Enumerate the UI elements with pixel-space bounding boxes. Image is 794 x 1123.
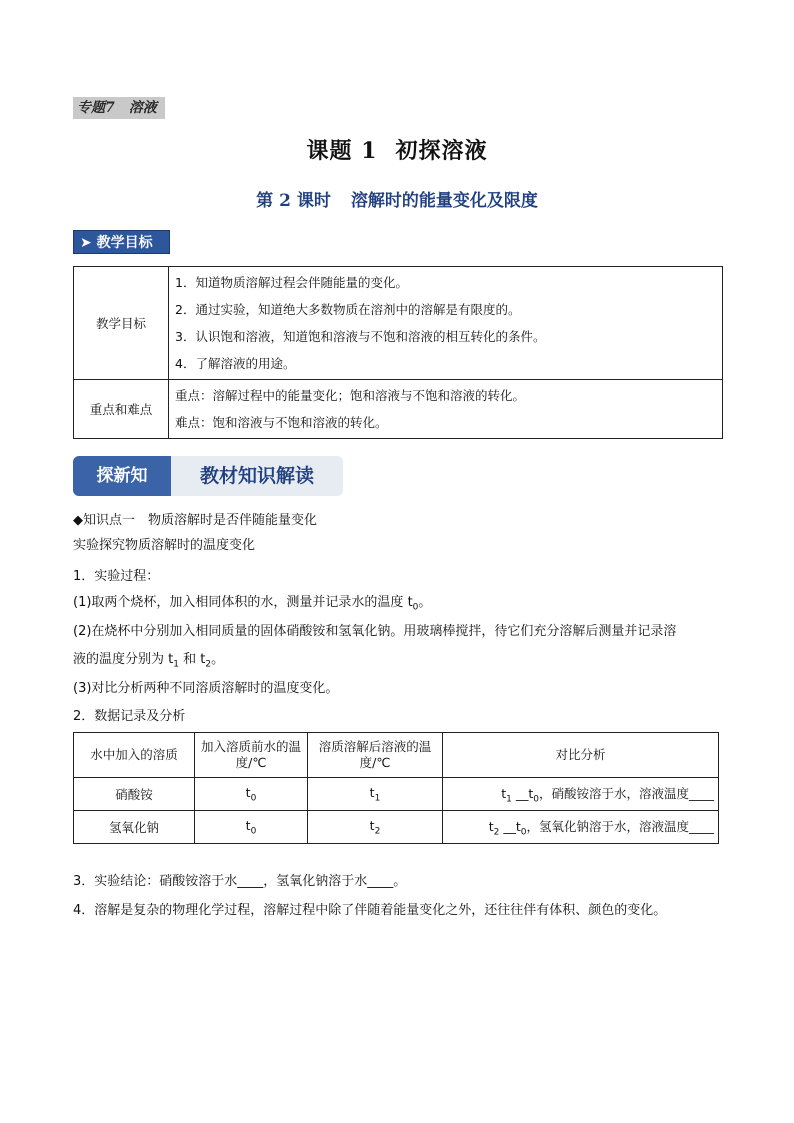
table-cell: $t_1$ (308, 778, 443, 811)
table-cell: $t_2$ (308, 811, 443, 844)
table-cell: $t_1$ $\_\_t_0$，硝酸铵溶于水，溶液温度____ (443, 778, 719, 811)
table-cell: 氢氧化钠 (74, 811, 195, 844)
topic-tag: 专题7 溶液 (73, 97, 165, 119)
step1-item-2-line2: 液的温度分别为 $t_1$ 和 $t_2$。 (73, 652, 225, 670)
list-item: 2．通过实验，知道绝大多数物质在溶剂中的溶解是有限度的。 (175, 302, 521, 317)
step1-item-3: (3)对比分析两种不同溶质溶解时的温度变化。 (73, 681, 339, 696)
step2-title: 2．数据记录及分析 (73, 709, 186, 724)
list-item: 4．了解溶液的用途。 (175, 356, 296, 371)
lesson-title (0, 134, 794, 165)
column-header: 水中加入的溶质 (74, 733, 195, 778)
list-item: 重点：溶解过程中的能量变化；饱和溶液与不饱和溶液的转化。 (175, 388, 526, 403)
goals-banner-label: 教学目标 (96, 235, 153, 251)
focus-row-items (169, 380, 723, 439)
table-row (74, 811, 719, 844)
step1-item-2-line1: (2)在烧杯中分别加入相同质量的固体硝酸铵和氢氧化钠。用玻璃棒搅拌，待它们充分溶解后测量并记录溶 (73, 624, 677, 639)
list-item: 3．认识饱和溶液，知道饱和溶液与不饱和溶液的相互转化的条件。 (175, 329, 546, 344)
goals-table (73, 266, 723, 439)
column-header: 溶质溶解后溶液的温度/℃ (308, 733, 443, 778)
table-cell: $t_2$ $\_\_t_0$，氢氧化钠溶于水，溶液温度____ (443, 811, 719, 844)
table-row (74, 267, 723, 380)
column-header: 对比分析 (443, 733, 719, 778)
period-title (0, 186, 794, 211)
conclusion-text: 3．实验结论：硝酸铵溶于水____，氢氧化钠溶于水____。 (73, 874, 407, 889)
focus-row-label: 重点和难点 (74, 380, 169, 439)
table-header-row (74, 733, 719, 778)
table-cell: $t_0$ (195, 778, 308, 811)
step1-item-1: (1)取两个烧杯，加入相同体积的水，测量并记录水的温度 $t_0$。 (73, 595, 432, 613)
explore-banner-right: 教材知识解读 (199, 465, 314, 487)
note-text: 4．溶解是复杂的物理化学过程，溶解过程中除了伴随着能量变化之外，还往往伴有体积、颜色的变化。 (73, 903, 667, 918)
knowledge-subtitle: 实验探究物质溶解时的温度变化 (73, 538, 256, 553)
list-item: 1．知道物质溶解过程会伴随能量的变化。 (175, 275, 408, 290)
period-label: 第 2 课时 (256, 191, 331, 211)
lesson-name: 初探溶液 (395, 138, 488, 164)
explore-banner-left: 探新知 (73, 456, 171, 496)
period-name: 溶解时的能量变化及限度 (350, 191, 538, 211)
list-item: 难点：饱和溶液与不饱和溶液的转化。 (175, 415, 388, 430)
goals-banner (73, 230, 170, 254)
table-row (74, 380, 723, 439)
knowledge-point-title: ◆知识点一 物质溶解时是否伴随能量变化 (73, 513, 317, 528)
arrow-right-icon: ➤ (80, 235, 92, 251)
goals-row-label: 教学目标 (74, 267, 169, 380)
goals-row-items (169, 267, 723, 380)
table-row (74, 778, 719, 811)
table-cell: 硝酸铵 (74, 778, 195, 811)
data-table (73, 732, 719, 844)
column-header: 加入溶质前水的温度/℃ (195, 733, 308, 778)
step1-title: 1．实验过程： (73, 569, 160, 584)
lesson-label: 课题 1 (306, 138, 378, 164)
table-cell: $t_0$ (195, 811, 308, 844)
explore-banner (73, 456, 343, 496)
